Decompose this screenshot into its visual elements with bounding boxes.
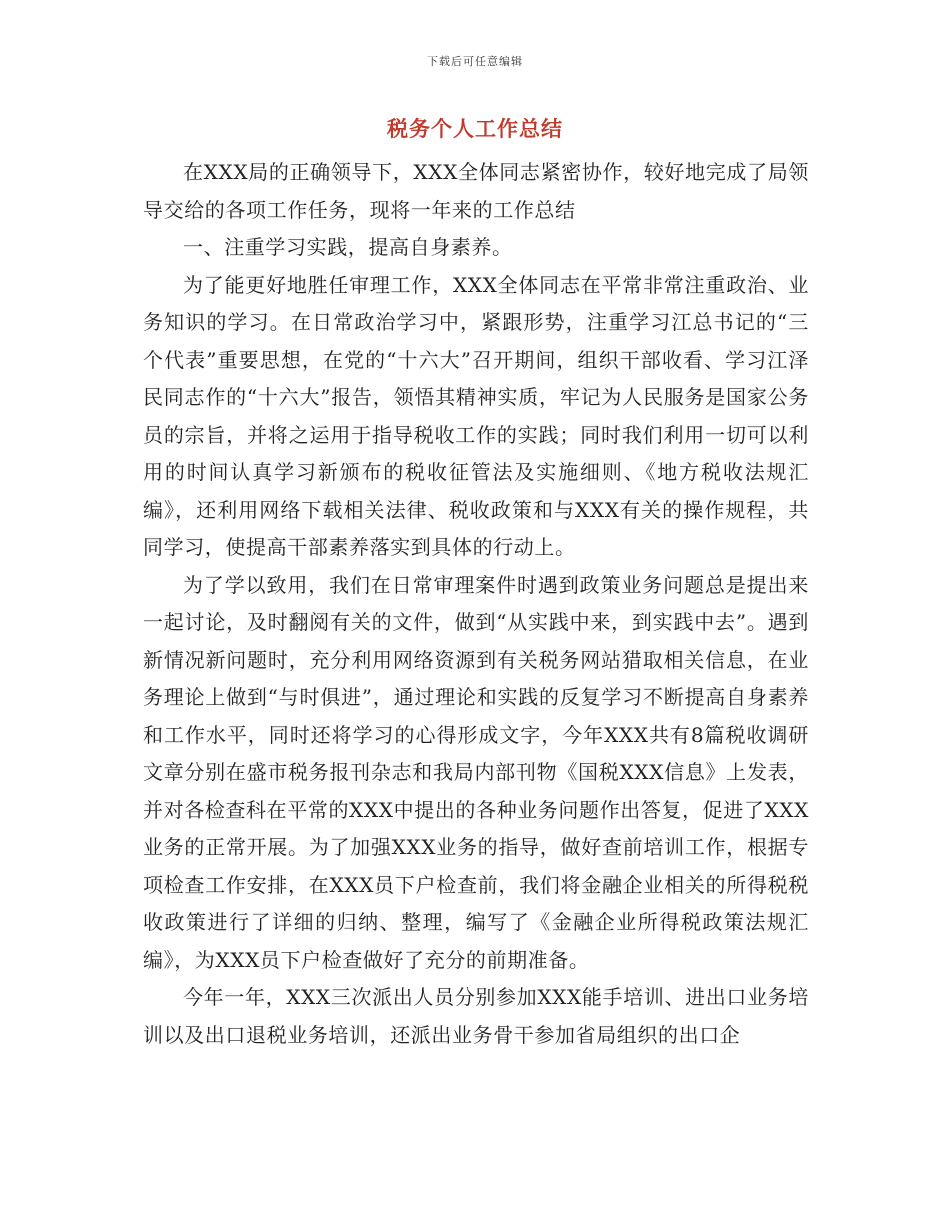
paragraph-study: 为了能更好地胜任审理工作，XXX全体同志在平常非常注重政治、业务知识的学习。在日常政治学习中，紧跟形势，注重学习江总书记的“三个代表”重要思想，在党的“十六大”召开期间，组织干部收看、学习江泽民同志作的“十六大”报告，领悟其精神实质，牢记为人民服务是国家公务员的宗旨，并将之运用于指导税收工作的实践；同时我们利用一切可以利用的时间认真学习新颁布的税收征管法及实施细则、《地方税收法规汇编》，还利用网络下载相关法律、税收政策和与XXX有关的操作规程，共同学习，使提高干部素养落实到具体的行动上。 xyxy=(143,272,809,559)
paragraph-training: 今年一年，XXX三次派出人员分别参加XXX能手培训、进出口业务培训以及出口退税业务培训，还派出业务骨干参加省局组织的出口企 xyxy=(143,985,809,1047)
paragraph-practice: 为了学以致用，我们在日常审理案件时遇到政策业务问题总是提出来一起讨论，及时翻阅有关的文件，做到“从实践中来，到实践中去”。遇到新情况新问题时，充分利用网络资源到有关税务网站猎取相关信息，在业务理论上做到“与时俱进”，通过理论和实践的反复学习不断提高自身素养和工作水平，同时还将学习的心得形成文字，今年XXX共有8篇税收调研文章分别在盛市税务报刊杂志和我局内部刊物《国税XXX信息》上发表，并对各检查科在平常的XXX中提出的各种业务问题作出答复，促进了XXX业务的正常开展。为了加强XXX业务的指导，做好查前培训工作，根据专项检查工作安排，在XXX员下户检查前，我们将金融企业相关的所得税税收政策进行了详细的归纳、整理，编写了《金融企业所得税政策法规汇编》，为XXX员下户检查做好了充分的前期准备。 xyxy=(143,572,809,972)
section-heading-1: 一、注重学习实践，提高自身素养。 xyxy=(183,235,513,259)
paragraph-intro: 在XXX局的正确领导下，XXX全体同志紧密协作，较好地完成了局领导交给的各项工作任务，现将一年来的工作总结 xyxy=(143,160,809,222)
document-body xyxy=(143,154,809,1054)
document-title: 税务个人工作总结 xyxy=(387,116,563,141)
header-note: 下载后可任意编辑 xyxy=(427,55,523,68)
